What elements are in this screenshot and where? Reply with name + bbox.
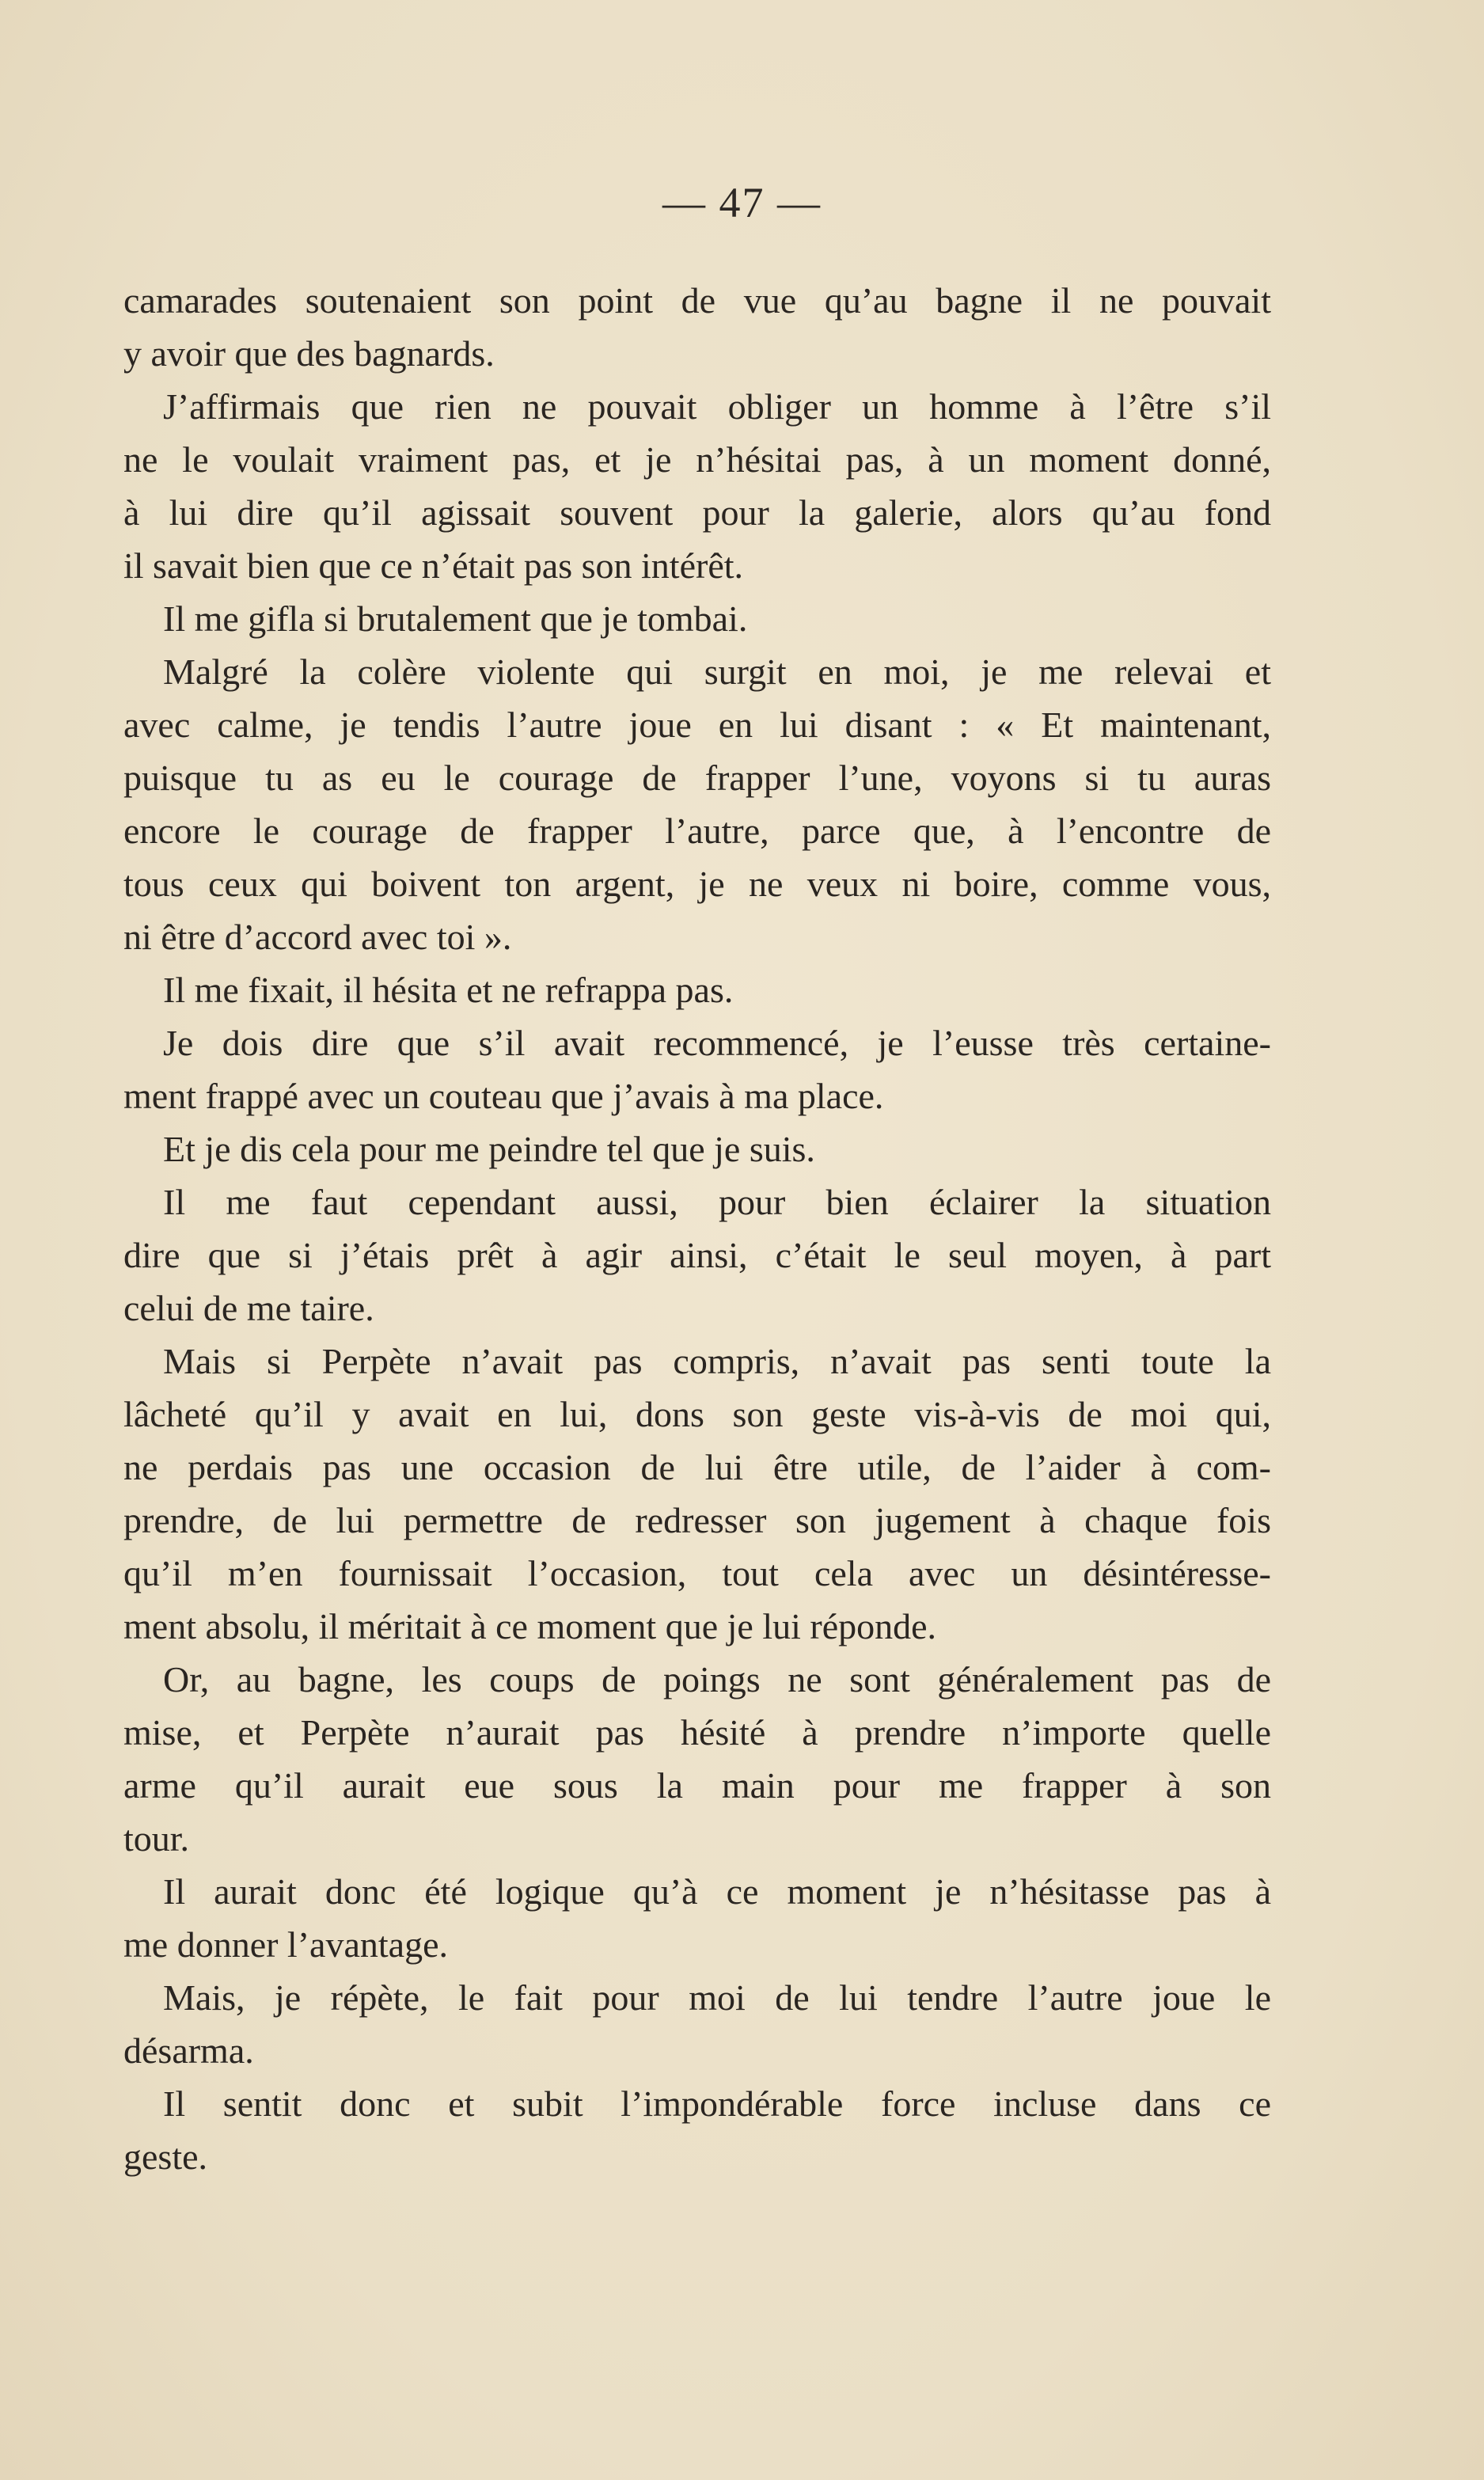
page-number: — 47 — bbox=[662, 179, 822, 226]
text-line: avec calme, je tendis l’autre joue en lui disant : « Et maintenant, bbox=[123, 705, 1271, 745]
text-line: ment absolu, il méritait à ce moment que je lui réponde. bbox=[123, 1606, 937, 1646]
text-line: celui de me taire. bbox=[123, 1288, 374, 1328]
text-line: tous ceux qui boivent ton argent, je ne veux ni boire, comme vous, bbox=[123, 864, 1271, 904]
text-line: encore le courage de frapper l’autre, parce que, à l’encontre de bbox=[123, 811, 1271, 851]
text-line: prendre, de lui permettre de redresser son jugement à chaque fois bbox=[123, 1500, 1271, 1540]
text-line: Il me fixait, il hésita et ne refrappa pas. bbox=[163, 970, 734, 1010]
text-line: Il me gifla si brutalement que je tombai. bbox=[163, 598, 748, 639]
text-line: geste. bbox=[123, 2136, 208, 2177]
text-line: puisque tu as eu le courage de frapper l’une, voyons si tu auras bbox=[123, 758, 1271, 798]
text-line: tour. bbox=[123, 1818, 190, 1859]
text-line: Je dois dire que s’il avait recommencé, je l’eusse très certaine- bbox=[163, 1023, 1271, 1063]
text-line: Il sentit donc et subit l’impondérable force incluse dans ce bbox=[163, 2083, 1271, 2124]
text-line: camarades soutenaient son point de vue qu’au bagne il ne pouvait bbox=[123, 280, 1271, 321]
text-line: Mais, je répète, le fait pour moi de lui tendre l’autre joue le bbox=[163, 1977, 1271, 2018]
text-line: ne perdais pas une occasion de lui être utile, de l’aider à com- bbox=[123, 1447, 1271, 1487]
text-line: à lui dire qu’il agissait souvent pour la galerie, alors qu’au fond bbox=[123, 492, 1271, 533]
text-line: ni être d’accord avec toi ». bbox=[123, 917, 512, 957]
text-line: ment frappé avec un couteau que j’avais à ma place. bbox=[123, 1076, 884, 1116]
text-line: arme qu’il aurait eue sous la main pour me frapper à son bbox=[123, 1765, 1271, 1806]
text-line: Il aurait donc été logique qu’à ce moment je n’hésitasse pas à bbox=[163, 1871, 1271, 1912]
text-line: ne le voulait vraiment pas, et je n’hésitai pas, à un moment donné, bbox=[123, 439, 1271, 480]
text-line: me donner l’avantage. bbox=[123, 1924, 448, 1965]
text-line: il savait bien que ce n’était pas son intérêt. bbox=[123, 545, 744, 586]
text-line: mise, et Perpète n’aurait pas hésité à prendre n’importe quelle bbox=[123, 1712, 1271, 1753]
text-line: dire que si j’étais prêt à agir ainsi, c’était le seul moyen, à part bbox=[123, 1235, 1271, 1275]
text-line: lâcheté qu’il y avait en lui, dons son geste vis-à-vis de moi qui, bbox=[123, 1394, 1271, 1434]
text-line: Mais si Perpète n’avait pas compris, n’avait pas senti toute la bbox=[163, 1341, 1271, 1381]
body-text bbox=[123, 274, 1271, 2183]
text-line: désarma. bbox=[123, 2030, 254, 2071]
text-line: qu’il m’en fournissait l’occasion, tout cela avec un désintéresse- bbox=[123, 1553, 1271, 1593]
text-line: y avoir que des bagnards. bbox=[123, 333, 495, 374]
text-line: Il me faut cependant aussi, pour bien éclairer la situation bbox=[163, 1182, 1271, 1222]
text-line: J’affirmais que rien ne pouvait obliger un homme à l’être s’il bbox=[163, 386, 1271, 427]
text-line: Or, au bagne, les coups de poings ne sont généralement pas de bbox=[163, 1659, 1271, 1700]
text-line: Malgré la colère violente qui surgit en moi, je me relevai et bbox=[163, 651, 1271, 692]
text-line: Et je dis cela pour me peindre tel que je suis. bbox=[163, 1129, 815, 1169]
